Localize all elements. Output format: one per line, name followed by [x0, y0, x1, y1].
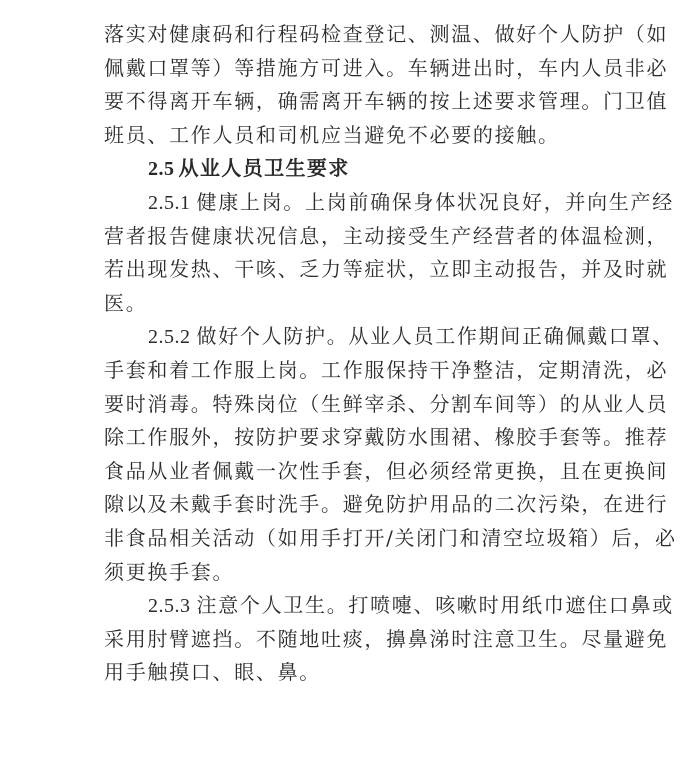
paragraph-line: 须更换手套。: [104, 559, 235, 584]
clause-text: 做好个人防护。从业人员工作期间正确佩戴口罩、: [196, 324, 674, 349]
paragraph-line: 用手触摸口、眼、鼻。: [104, 660, 321, 685]
clause-2-5-1-first-line: [148, 188, 674, 216]
clause-number: 2.5.1: [148, 192, 191, 214]
section-title: 从业人员卫生要求: [178, 156, 350, 181]
clause-text: 健康上岗。上岗前确保身体状况良好，并向生产经: [196, 190, 674, 214]
paragraph-line: 要时消毒。特殊岗位（生鲜宰杀、分割车间等）的从业人员: [104, 391, 669, 416]
section-heading: [148, 154, 350, 182]
clause-number: 2.5.2: [148, 326, 191, 349]
paragraph-line: 要不得离开车辆，确需离开车辆的按上述要求管理。门卫值: [104, 89, 669, 114]
paragraph-line: 班员、工作人员和司机应当避免不必要的接触。: [104, 122, 560, 147]
clause-2-5-2-first-line: [148, 322, 674, 350]
paragraph-line: 采用肘臂遮挡。不随地吐痰，擤鼻涕时注意卫生。尽量避免: [104, 626, 669, 651]
paragraph-line: 隙以及未戴手套时洗手。避免防护用品的二次污染，在进行: [104, 492, 669, 517]
clause-number: 2.5.3: [148, 595, 191, 618]
paragraph-line: 落实对健康码和行程码检查登记、测温、做好个人防护（如: [104, 22, 669, 46]
paragraph-line: 非食品相关活动（如用手打开/关闭门和清空垃圾箱）后，必: [104, 526, 677, 550]
paragraph-line: 营者报告健康状况信息，主动接受生产经营者的体温检测，: [104, 223, 669, 248]
paragraph-line: 除工作服外，按防护要求穿戴防水围裙、橡胶手套等。推荐: [104, 425, 669, 450]
paragraph-line: 医。: [104, 290, 148, 315]
paragraph-line: 食品从业者佩戴一次性手套，但必须经常更换，且在更换间: [104, 458, 669, 483]
section-number: 2.5: [148, 158, 175, 181]
paragraph-line: 手套和着工作服上岗。工作服保持干净整洁，定期清洗，必: [104, 358, 669, 382]
paragraph-line: 若出现发热、干咳、乏力等症状，立即主动报告，并及时就: [104, 257, 669, 282]
paragraph-line: 佩戴口罩等）等措施方可进入。车辆进出时，车内人员非必: [104, 55, 669, 80]
clause-text: 注意个人卫生。打喷嚏、咳嗽时用纸巾遮住口鼻或: [196, 593, 674, 618]
clause-2-5-3-first-line: [148, 591, 674, 619]
